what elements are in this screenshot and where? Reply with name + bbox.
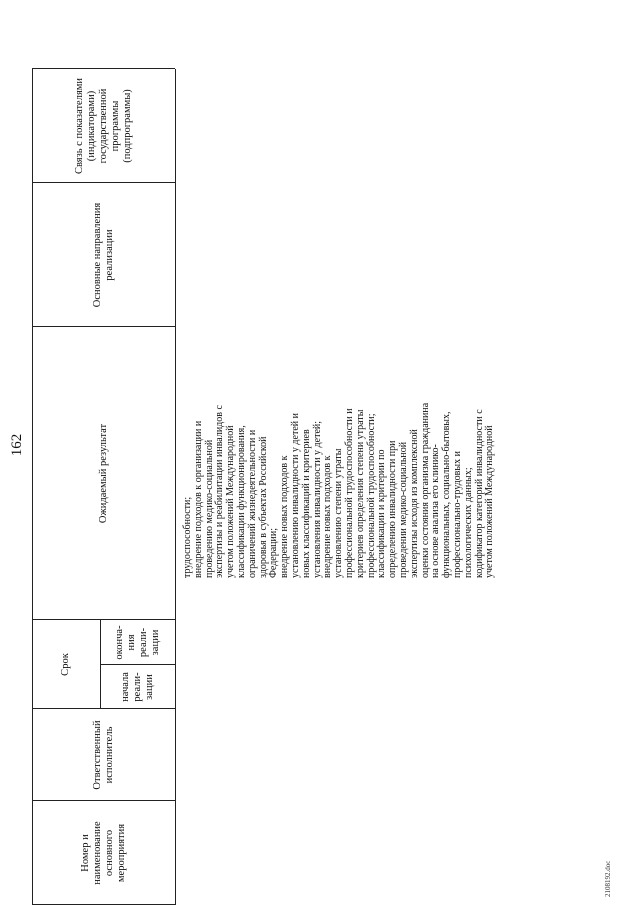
header-col-term-end xyxy=(100,622,175,663)
result-line: здоровья в субъектах Российской xyxy=(257,436,269,578)
page-number: 162 xyxy=(9,433,25,457)
result-line: ограничений жизнедеятельности и xyxy=(246,429,258,578)
result-line: классификации функционирования, xyxy=(235,425,247,578)
table-right-border xyxy=(32,68,175,69)
result-line: проведении медико-социальной xyxy=(397,441,409,578)
result-line: установлению степени утраты xyxy=(333,448,345,578)
header-col-expected-result xyxy=(32,331,175,616)
result-line: экспертизы исходя из комплексной xyxy=(408,429,420,578)
header-col-directions-text: Основные направления реализации xyxy=(91,202,115,308)
result-line: профессиональной трудоспособности и xyxy=(343,408,355,578)
result-line: трудоспособности; xyxy=(182,496,193,578)
header-col-measure-text: Номер и наименование основного мероприятия xyxy=(79,821,127,885)
header-col-term-start xyxy=(100,667,175,707)
result-line: внедрение новых подходов к xyxy=(279,455,291,578)
header-col-directions xyxy=(32,187,175,323)
col-divider-4 xyxy=(32,326,175,327)
header-col-measure xyxy=(32,805,175,901)
result-line: на основе анализа его клинико- xyxy=(430,444,442,578)
header-col-expected-result-text: Ожидаемый результат xyxy=(97,423,109,524)
result-line: установлению инвалидности у детей и xyxy=(289,413,301,578)
header-col-responsible-text: Ответственный исполнитель xyxy=(91,720,115,790)
col-divider-1 xyxy=(32,800,175,801)
result-line: внедрение подходов к организации и xyxy=(192,420,204,578)
header-col-indicators-text: Связь с показателями (индикаторами) государственной программы (подпрограммы) xyxy=(73,77,133,175)
result-line: функциональных, социально-бытовых, xyxy=(441,411,453,578)
header-col-responsible xyxy=(32,713,175,797)
result-line: учетом положений Международной xyxy=(484,425,496,578)
result-line: внедрение новых подходов к xyxy=(322,455,334,578)
result-line: критериев определения степени утраты xyxy=(354,409,366,578)
result-line: проведению медико-социальной xyxy=(203,439,215,578)
result-line: Федерации; xyxy=(268,527,280,578)
result-line: учетом положений Международной xyxy=(225,425,237,578)
col-divider-5 xyxy=(32,182,175,183)
term-col-divider xyxy=(100,664,175,665)
result-line: определению инвалидности при xyxy=(387,440,399,578)
header-col-term-end-text: оконча- ния реали- зации xyxy=(113,625,161,660)
expected-result-cell xyxy=(183,286,496,578)
header-col-indicators xyxy=(32,73,175,179)
document-filename: 2108192.doc xyxy=(604,860,612,897)
result-line: классификации и критерии по xyxy=(376,449,388,578)
header-col-term-start-text: начала реали- зации xyxy=(119,672,155,702)
result-line: психологических данных; xyxy=(462,467,474,578)
result-line: профессионально-трудовых и xyxy=(451,451,463,578)
table-header-bottom-border xyxy=(175,69,176,905)
result-line: кодификатор категорий инвалидности с xyxy=(473,409,485,578)
result-line: оценки состояния организма гражданина xyxy=(419,402,431,578)
result-line: экспертизы и реабилитации инвалидов с xyxy=(214,405,226,578)
result-line: установления инвалидности у детей; xyxy=(311,420,323,578)
header-col-term-text: Срок xyxy=(60,653,71,676)
header-col-term xyxy=(32,620,100,709)
result-line: новых классификаций и критериев xyxy=(300,429,312,578)
result-line: профессиональной трудоспособности; xyxy=(365,413,377,578)
